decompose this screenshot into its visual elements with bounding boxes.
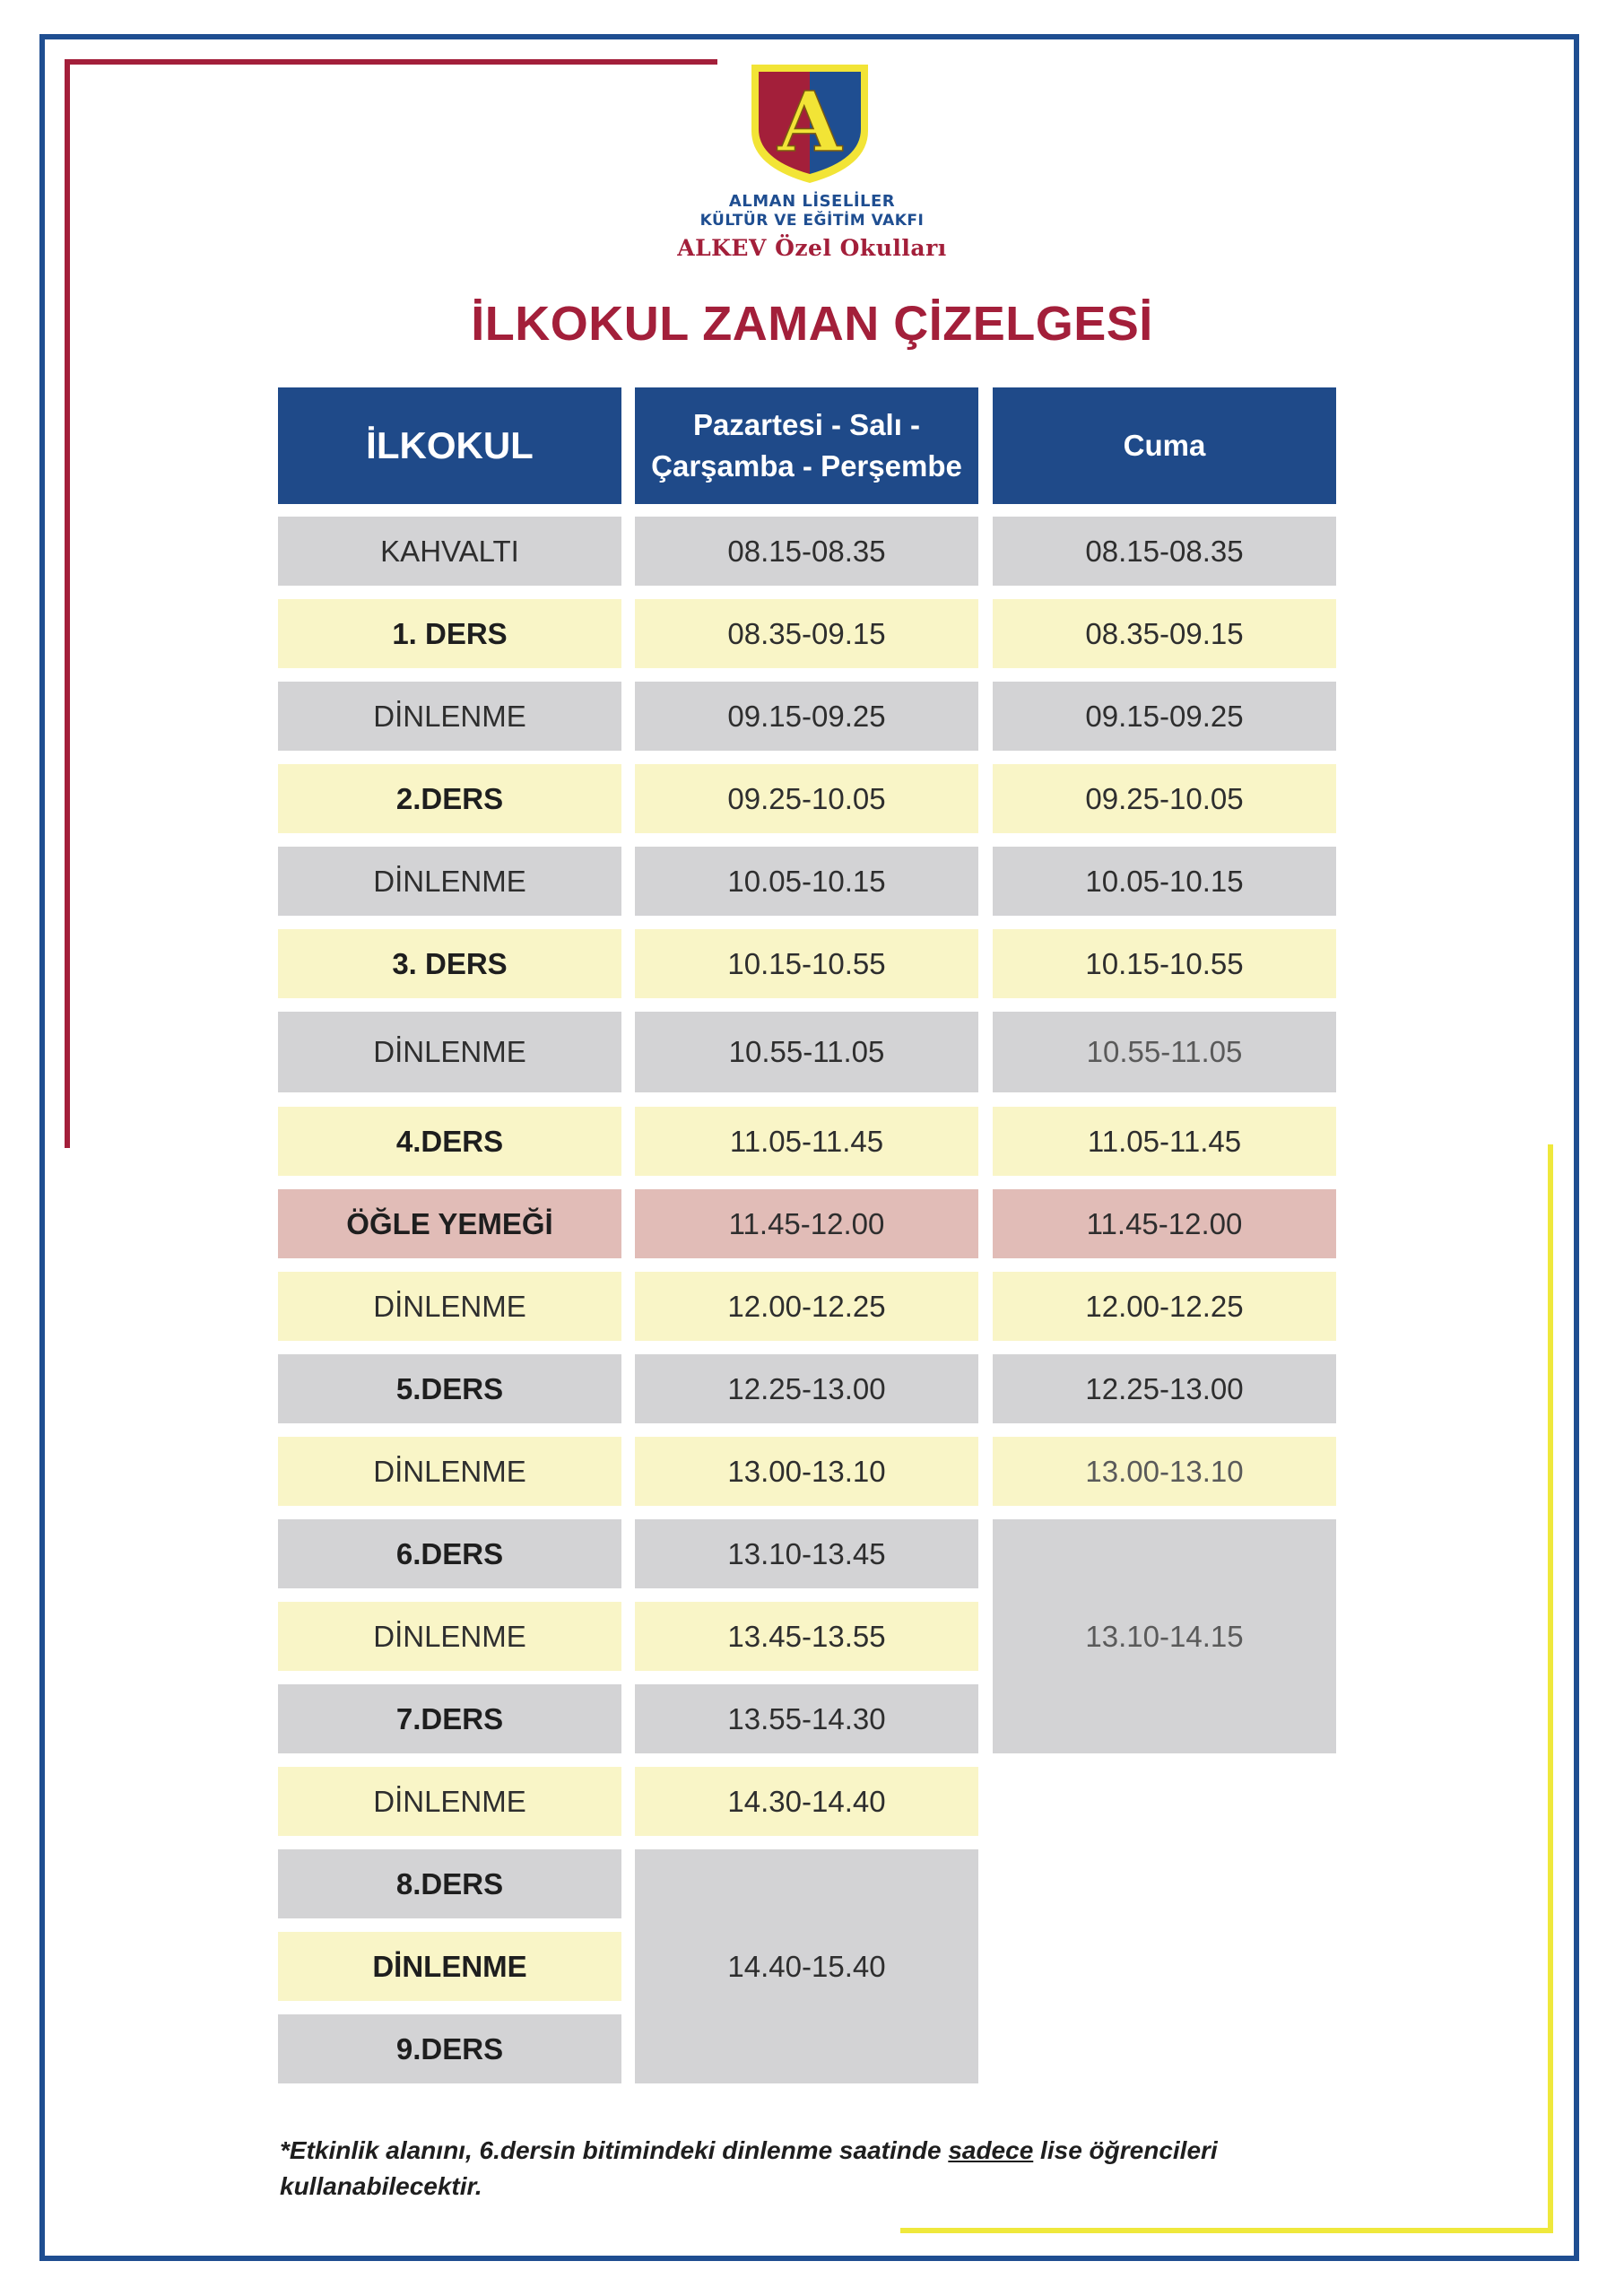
time-friday: 13.00-13.10	[993, 1437, 1336, 1506]
header-friday: Cuma	[993, 387, 1336, 504]
row-label: DİNLENME	[278, 1437, 621, 1506]
time-mon-thu: 12.25-13.00	[635, 1354, 978, 1423]
brand-foundation-line-2: KÜLTÜR VE EĞİTİM VAKFI	[699, 212, 925, 230]
time-mon-thu: 11.45-12.00	[635, 1189, 978, 1258]
yellow-accent-line-right	[1548, 1144, 1553, 2233]
yellow-accent-line-bottom	[900, 2228, 1553, 2233]
logo-letter: A	[777, 74, 842, 170]
time-mon-thu: 13.10-13.45	[635, 1519, 978, 1588]
time-friday: 08.15-08.35	[993, 517, 1336, 586]
time-friday: 12.25-13.00	[993, 1354, 1336, 1423]
brand-school-name: ALKEV Özel Okulları	[677, 235, 947, 261]
row-label: ÖĞLE YEMEĞİ	[278, 1189, 621, 1258]
time-mon-thu: 13.45-13.55	[635, 1602, 978, 1671]
header-mon-thu: Pazartesi - Salı - Çarşamba - Perşembe	[635, 387, 978, 504]
school-logo-shield	[748, 61, 872, 187]
time-friday-merged: 13.10-14.15	[993, 1519, 1336, 1753]
row-label: DİNLENME	[278, 1012, 621, 1092]
row-label: DİNLENME	[278, 1602, 621, 1671]
page-title: İLKOKUL ZAMAN ÇİZELGESİ	[471, 297, 1153, 351]
row-label: KAHVALTI	[278, 517, 621, 586]
brand-foundation-line-1: ALMAN LİSELİLER	[728, 192, 896, 211]
header-ilkokul: İLKOKUL	[278, 387, 621, 504]
row-label: DİNLENME	[278, 1932, 621, 2001]
time-mon-thu: 13.55-14.30	[635, 1684, 978, 1753]
time-mon-thu: 11.05-11.45	[635, 1107, 978, 1176]
red-accent-line-top	[65, 59, 717, 65]
row-label: 9.DERS	[278, 2014, 621, 2083]
time-mon-thu: 12.00-12.25	[635, 1272, 978, 1341]
time-mon-thu: 13.00-13.10	[635, 1437, 978, 1506]
time-friday: 11.05-11.45	[993, 1107, 1336, 1176]
row-label: 6.DERS	[278, 1519, 621, 1588]
time-friday: 11.45-12.00	[993, 1189, 1336, 1258]
row-label: 4.DERS	[278, 1107, 621, 1176]
row-label: DİNLENME	[278, 847, 621, 916]
time-mon-thu-merged: 14.40-15.40	[635, 1849, 978, 2083]
time-friday: 10.55-11.05	[993, 1012, 1336, 1092]
time-friday: 08.35-09.15	[993, 599, 1336, 668]
time-mon-thu: 09.25-10.05	[635, 764, 978, 833]
row-label: DİNLENME	[278, 1767, 621, 1836]
time-mon-thu: 10.15-10.55	[635, 929, 978, 998]
row-label: DİNLENME	[278, 1272, 621, 1341]
time-friday: 10.15-10.55	[993, 929, 1336, 998]
row-label: 3. DERS	[278, 929, 621, 998]
footnote	[280, 2133, 1356, 2205]
time-friday: 10.05-10.15	[993, 847, 1336, 916]
time-mon-thu: 08.35-09.15	[635, 599, 978, 668]
time-mon-thu: 14.30-14.40	[635, 1767, 978, 1836]
time-mon-thu: 08.15-08.35	[635, 517, 978, 586]
row-label: 8.DERS	[278, 1849, 621, 1918]
row-label: 5.DERS	[278, 1354, 621, 1423]
time-mon-thu: 10.55-11.05	[635, 1012, 978, 1092]
footnote-underlined: sadece	[948, 2136, 1034, 2164]
time-friday: 09.15-09.25	[993, 682, 1336, 751]
time-friday: 09.25-10.05	[993, 764, 1336, 833]
row-label: 1. DERS	[278, 599, 621, 668]
time-mon-thu: 10.05-10.15	[635, 847, 978, 916]
footnote-text-2: lise öğrencileri kullanabilecektir.	[280, 2136, 1218, 2200]
time-friday: 12.00-12.25	[993, 1272, 1336, 1341]
row-label: 2.DERS	[278, 764, 621, 833]
time-mon-thu: 09.15-09.25	[635, 682, 978, 751]
footnote-text-1: *Etkinlik alanını, 6.dersin bitimindeki dinlenme saatinde	[280, 2136, 949, 2164]
row-label: DİNLENME	[278, 682, 621, 751]
row-label: 7.DERS	[278, 1684, 621, 1753]
